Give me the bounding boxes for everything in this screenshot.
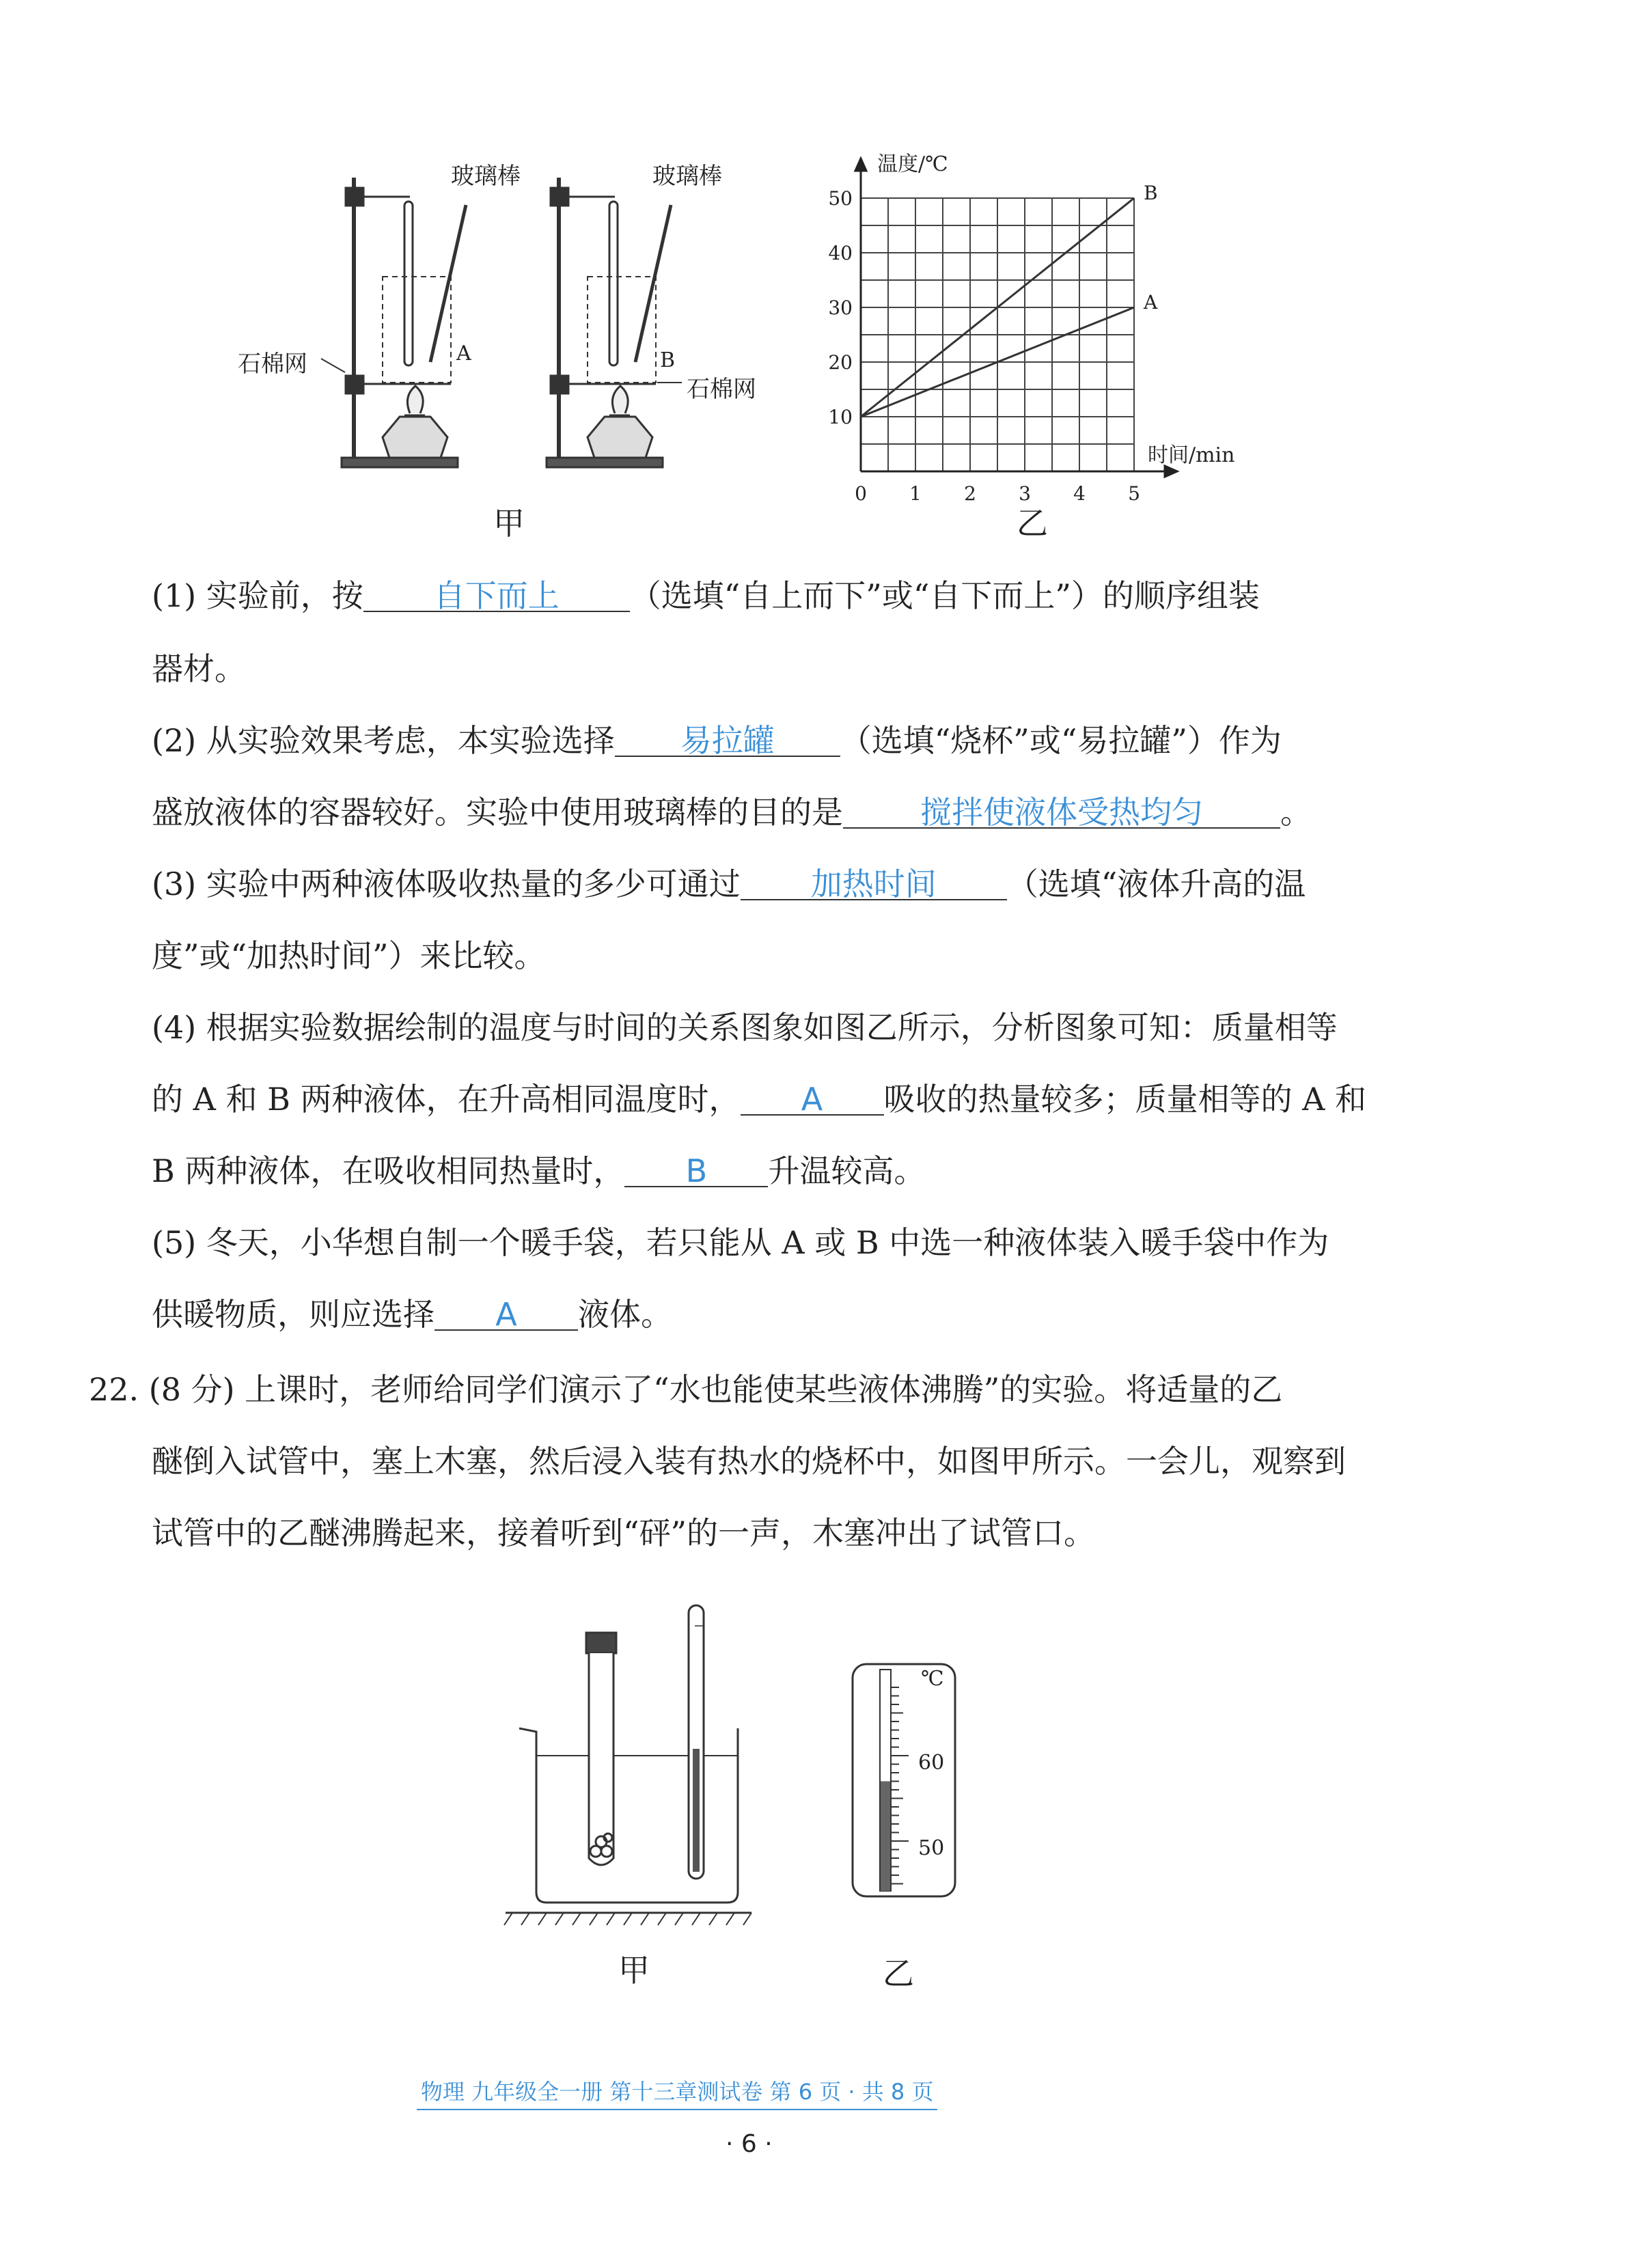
- temperature-time-chart: [806, 130, 1257, 512]
- chart-x-tick-label: 3: [1019, 482, 1031, 505]
- fig2-caption-yi: 乙: [883, 1955, 914, 1992]
- chart-series-label-B: B: [1144, 182, 1158, 204]
- q21-part4-line2: 的 A 和 B 两种液体，在升高相同温度时， A 吸收的热量较多；质量相等的 A 和: [152, 1081, 1366, 1118]
- fig2-caption-jia: 甲: [618, 1952, 650, 1989]
- answer-blank-1: 自下而上: [363, 581, 630, 612]
- q21-part5-line2: 供暖物质，则应选择 A 液体。: [152, 1296, 672, 1333]
- chart-y-tick-label: 30: [828, 296, 853, 319]
- chart-y-axis-label: 温度/℃: [877, 152, 948, 176]
- chart-y-tick-label: 50: [828, 187, 853, 210]
- q21-part4-line1: (4) 根据实验数据绘制的温度与时间的关系图象如图乙所示，分析图象可知：质量相等: [152, 1009, 1338, 1046]
- answer-blank-2: 易拉罐: [615, 725, 840, 757]
- thermometer-50-label: 50: [918, 1836, 945, 1860]
- answer-blank-6: B: [624, 1156, 768, 1187]
- glass-rod-label-2: 玻璃棒: [652, 163, 722, 190]
- q21-part1-line2: 器材。: [152, 650, 246, 687]
- heating-apparatus-figure: [225, 137, 772, 519]
- chart-caption-yi: 乙: [1017, 505, 1048, 542]
- asbestos-label-1: 石棉网: [238, 350, 307, 378]
- q21-part4-line3: B 两种液体，在吸收相同热量时， B 升温较高。: [152, 1152, 926, 1189]
- footer-text: 物理 九年级全一册 第十三章测试卷 第 6 页 · 共 8 页: [417, 2075, 937, 2110]
- chart-y-tick-label: 40: [828, 242, 853, 264]
- q21-part2-line2: 盛放液体的容器较好。实验中使用玻璃棒的目的是 搅拌使液体受热均匀 。: [152, 794, 1312, 831]
- chart-y-arrow: [855, 158, 866, 171]
- answer-blank-4: 加热时间: [741, 869, 1007, 900]
- q22-line1: 22. (8 分) 上课时，老师给同学们演示了“水也能使某些液体沸腾”的实验。将适量的乙: [89, 1371, 1283, 1408]
- answer-blank-3: 搅拌使液体受热均匀: [843, 797, 1280, 829]
- liquid-a-label: A: [456, 342, 471, 365]
- thermometer-scale: [847, 1660, 970, 1906]
- chart-series-label-A: A: [1144, 291, 1158, 314]
- asbestos-label-2: 石棉网: [687, 376, 756, 403]
- glass-rod-label-1: 玻璃棒: [451, 163, 521, 190]
- q21-part5-line1: (5) 冬天，小华想自制一个暖手袋，若只能从 A 或 B 中选一种液体装入暖手袋中作为: [152, 1224, 1329, 1261]
- q21-part3-line1: (3) 实验中两种液体吸收热量的多少可通过 加热时间 （选填“液体升高的温: [152, 866, 1306, 902]
- chart-x-arrow: [1165, 466, 1177, 477]
- q21-part1-line1: (1) 实验前，按 自下而上 （选填“自上而下”或“自下而上”）的顺序组装: [152, 577, 1260, 614]
- liquid-b-label: B: [660, 348, 676, 372]
- chart-x-tick-label: 1: [909, 482, 922, 505]
- chart-x-tick-label: 5: [1128, 482, 1140, 505]
- q21-part3-line2: 度”或“加热时间”）来比较。: [152, 937, 546, 974]
- chart-x-tick-label: 0: [855, 482, 867, 505]
- thermometer-60-label: 60: [918, 1751, 945, 1775]
- q22-line2: 醚倒入试管中，塞上木塞，然后浸入装有热水的烧杯中，如图甲所示。一会儿，观察到: [152, 1443, 1346, 1480]
- chart-x-tick-label: 2: [964, 482, 976, 505]
- answer-blank-7: A: [434, 1299, 578, 1331]
- answer-blank-5: A: [741, 1084, 884, 1116]
- thermometer-mercury: [881, 1782, 890, 1892]
- q21-part2-line1: (2) 从实验效果考虑，本实验选择 易拉罐 （选填“烧杯”或“易拉罐”）作为: [152, 722, 1282, 759]
- fig1-caption-jia: 甲: [493, 505, 525, 542]
- page-number: · 6 ·: [726, 2130, 773, 2158]
- chart-y-tick-label: 20: [828, 351, 853, 374]
- chart-x-tick-label: 4: [1073, 482, 1086, 505]
- chart-x-axis-label: 时间/min: [1148, 443, 1235, 467]
- q22-line3: 试管中的乙醚沸腾起来，接着听到“砰”的一声，木塞冲出了试管口。: [152, 1515, 1096, 1551]
- thermometer-unit-label: ℃: [921, 1667, 944, 1691]
- chart-y-tick-label: 10: [828, 406, 853, 428]
